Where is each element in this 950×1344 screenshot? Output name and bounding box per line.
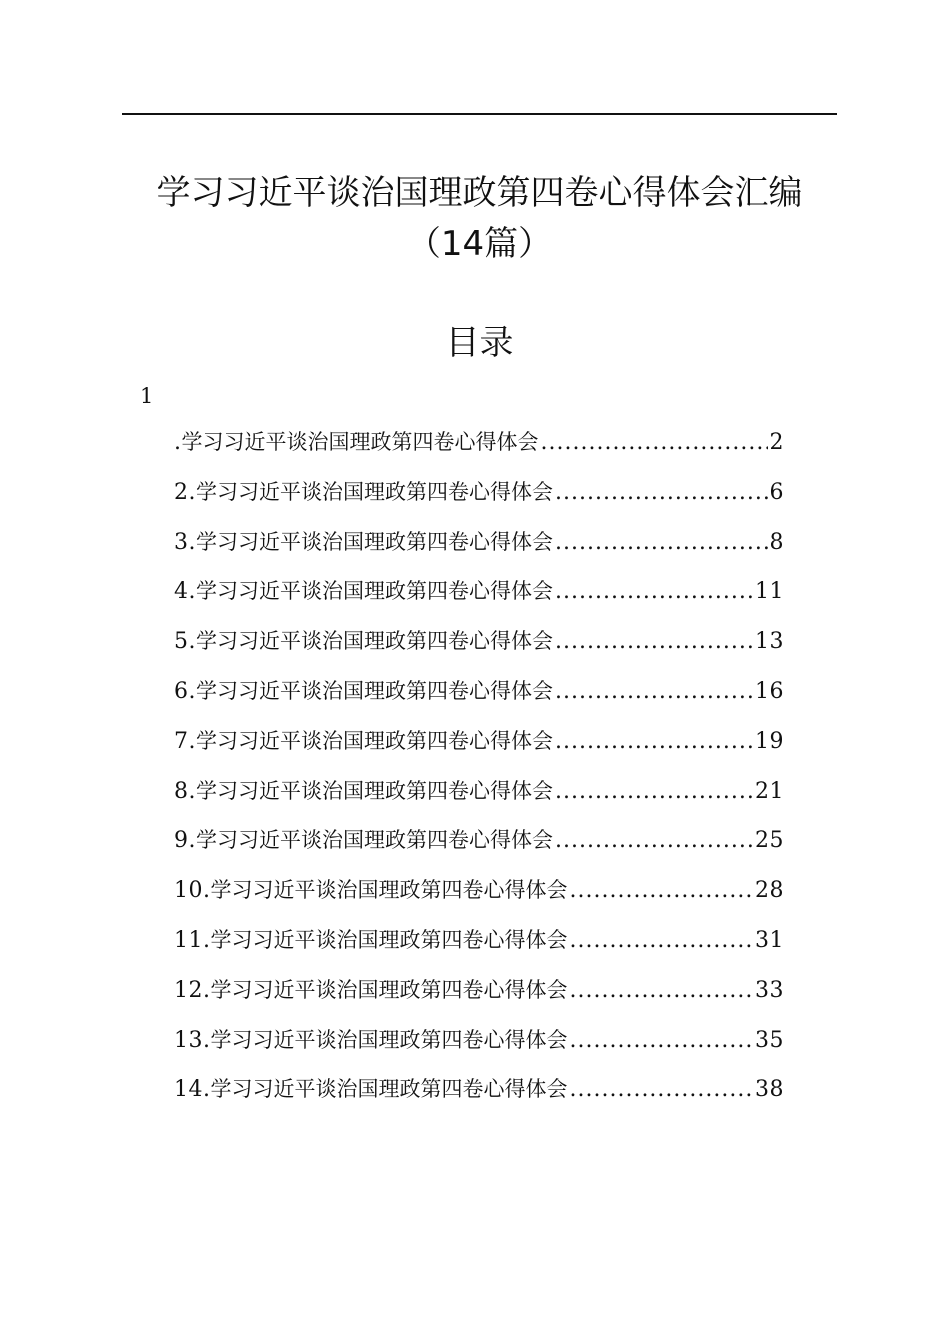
toc-entry-title: 学习习近平谈治国理政第四卷心得体会 <box>210 927 568 952</box>
toc-entry-number: 10. <box>174 878 211 904</box>
toc-entry[interactable] <box>174 474 784 524</box>
toc-dot-leader <box>555 475 768 511</box>
toc-entry[interactable] <box>174 424 784 474</box>
document-subtitle: （14篇） <box>406 224 553 264</box>
toc-entry-page: 38 <box>755 1077 784 1103</box>
toc-entry-title: 学习习近平谈治国理政第四卷心得体会 <box>196 629 553 654</box>
toc-entry-title: 学习习近平谈治国理政第四卷心得体会 <box>196 778 553 803</box>
toc-entry-title: 学习习近平谈治国理政第四卷心得体会 <box>196 529 553 554</box>
toc-entry-page: 8 <box>769 529 784 555</box>
toc-entry[interactable] <box>174 623 784 673</box>
toc-entry-number: 9. <box>174 828 196 854</box>
toc-dot-leader <box>570 873 754 909</box>
toc-entry-number: 7. <box>174 728 196 754</box>
table-of-contents <box>174 424 784 1121</box>
toc-entry-title: 学习习近平谈治国理政第四卷心得体会 <box>196 579 553 604</box>
toc-entry[interactable] <box>174 673 784 723</box>
toc-dot-leader <box>555 674 753 710</box>
toc-entry-title: 学习习近平谈治国理政第四卷心得体会 <box>210 878 568 903</box>
toc-entry-number: 3. <box>174 529 196 555</box>
toc-entry-page: 6 <box>769 479 784 505</box>
toc-entry-page: 16 <box>755 678 784 704</box>
toc-entry-title: 学习习近平谈治国理政第四卷心得体会 <box>196 828 553 853</box>
toc-entry-number: 5. <box>174 629 196 655</box>
toc-dot-leader <box>555 574 753 610</box>
toc-entry-number: 4. <box>174 579 196 605</box>
toc-entry-page: 19 <box>755 728 784 754</box>
toc-entry-title: 学习习近平谈治国理政第四卷心得体会 <box>196 479 553 504</box>
toc-entry-number: 14. <box>174 1077 211 1103</box>
toc-entry-title: 学习习近平谈治国理政第四卷心得体会 <box>210 977 568 1002</box>
toc-dot-leader <box>555 823 753 859</box>
toc-entry-number: 6. <box>174 678 196 704</box>
toc-entry-number: 11. <box>174 927 211 953</box>
toc-entry-number: 2. <box>174 479 196 505</box>
toc-entry-page: 11 <box>755 579 784 605</box>
toc-entry-number: . <box>174 430 182 455</box>
toc-entry-title: 学习习近平谈治国理政第四卷心得体会 <box>196 728 553 753</box>
stray-number: 1 <box>140 384 154 408</box>
toc-entry-page: 33 <box>755 977 784 1003</box>
toc-entry[interactable] <box>174 573 784 623</box>
toc-entry-page: 21 <box>755 778 784 804</box>
toc-entry[interactable] <box>174 773 784 823</box>
toc-dot-leader <box>570 923 754 959</box>
toc-dot-leader <box>570 1072 754 1108</box>
toc-entry[interactable] <box>174 1071 784 1121</box>
toc-dot-leader <box>555 525 768 561</box>
toc-entry-title: 学习习近平谈治国理政第四卷心得体会 <box>196 678 553 703</box>
toc-dot-leader <box>570 973 754 1009</box>
toc-entry-page: 25 <box>755 828 784 854</box>
toc-entry-number: 8. <box>174 778 196 804</box>
toc-entry[interactable] <box>174 1022 784 1072</box>
toc-dot-leader <box>555 624 753 660</box>
toc-dot-leader <box>541 425 768 461</box>
toc-dot-leader <box>555 774 753 810</box>
document-title: 学习习近平谈治国理政第四卷心得体会汇编 <box>156 173 803 213</box>
toc-entry[interactable] <box>174 822 784 872</box>
toc-entry-page: 2 <box>769 430 784 455</box>
toc-entry-title: 学习习近平谈治国理政第四卷心得体会 <box>210 1077 568 1102</box>
toc-dot-leader <box>570 1023 754 1059</box>
toc-entry-page: 31 <box>755 927 784 953</box>
toc-entry-number: 13. <box>174 1027 211 1053</box>
toc-entry-page: 28 <box>755 878 784 904</box>
toc-dot-leader <box>555 724 753 760</box>
toc-entry-title: 学习习近平谈治国理政第四卷心得体会 <box>181 430 539 454</box>
toc-entry[interactable] <box>174 872 784 922</box>
toc-entry[interactable] <box>174 972 784 1022</box>
toc-entry-page: 13 <box>755 629 784 655</box>
header-rule <box>122 113 837 115</box>
toc-entry[interactable] <box>174 723 784 773</box>
toc-entry-page: 35 <box>755 1027 784 1053</box>
toc-heading: 目录 <box>445 323 514 363</box>
toc-entry[interactable] <box>174 922 784 972</box>
toc-entry-number: 12. <box>174 977 211 1003</box>
toc-entry[interactable] <box>174 524 784 574</box>
toc-entry-title: 学习习近平谈治国理政第四卷心得体会 <box>210 1027 568 1052</box>
